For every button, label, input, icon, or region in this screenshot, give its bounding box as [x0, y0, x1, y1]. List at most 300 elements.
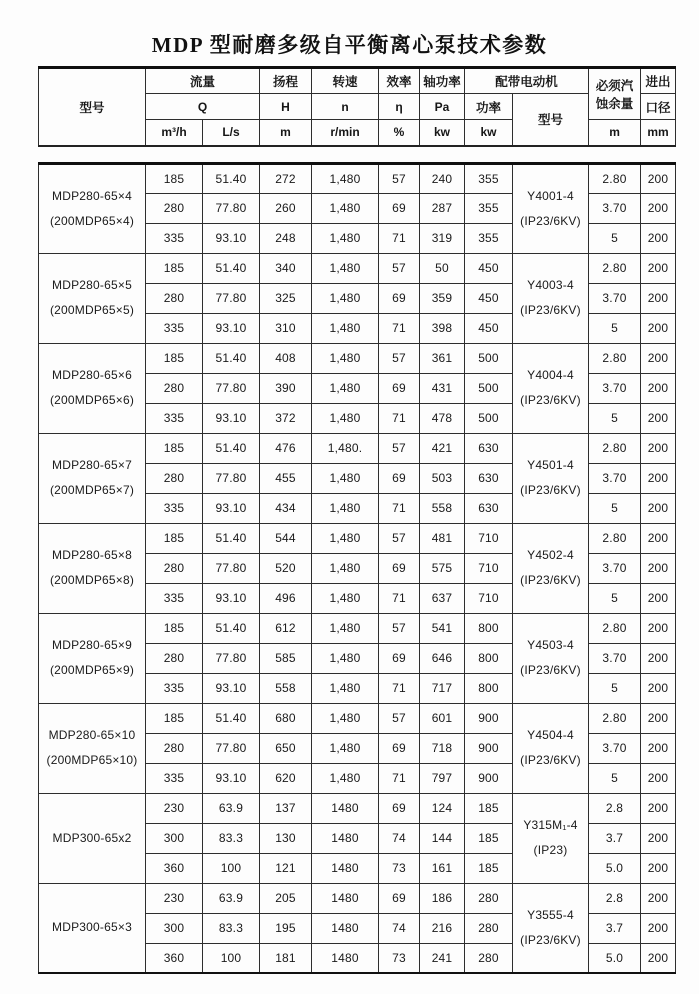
speed-cell: 1,480 — [312, 283, 379, 313]
speed-cell: 1,480 — [312, 673, 379, 703]
efficiency-cell: 57 — [379, 613, 420, 643]
header-efficiency: 效率 — [379, 68, 420, 94]
efficiency-cell: 73 — [379, 943, 420, 973]
flow-ls-cell: 93.10 — [203, 223, 260, 253]
flow-m3h-cell: 280 — [146, 373, 203, 403]
port-diameter-cell: 200 — [641, 583, 676, 613]
port-diameter-cell: 200 — [641, 643, 676, 673]
motor-power-cell: 800 — [465, 643, 513, 673]
header-flow: 流量 — [146, 68, 260, 94]
motor-power-cell: 185 — [465, 793, 513, 823]
efficiency-cell: 71 — [379, 673, 420, 703]
motor-model-cell: Y4501-4 (IP23/6KV) — [513, 433, 589, 523]
flow-ls-cell: 63.9 — [203, 793, 260, 823]
data-row — [39, 433, 676, 463]
port-diameter-cell: 200 — [641, 523, 676, 553]
head-cell: 121 — [260, 853, 312, 883]
port-diameter-cell: 200 — [641, 913, 676, 943]
motor-power-cell: 900 — [465, 763, 513, 793]
speed-cell: 1,480 — [312, 403, 379, 433]
header-port-line1: 进出 — [641, 68, 676, 94]
npsh-cell: 5 — [589, 223, 641, 253]
shaft-power-cell: 503 — [420, 463, 465, 493]
pump-model-cell: MDP300-65×3 — [39, 883, 146, 973]
efficiency-cell: 74 — [379, 913, 420, 943]
pump-model-cell: MDP280-65×7 (200MDP65×7) — [39, 433, 146, 523]
npsh-cell: 3.70 — [589, 643, 641, 673]
head-cell: 612 — [260, 613, 312, 643]
motor-power-cell: 800 — [465, 613, 513, 643]
shaft-power-cell: 541 — [420, 613, 465, 643]
port-diameter-cell: 200 — [641, 703, 676, 733]
shaft-power-cell: 161 — [420, 853, 465, 883]
flow-ls-cell: 51.40 — [203, 163, 260, 193]
efficiency-cell: 71 — [379, 313, 420, 343]
efficiency-cell: 57 — [379, 703, 420, 733]
npsh-cell: 3.70 — [589, 733, 641, 763]
flow-m3h-cell: 185 — [146, 253, 203, 283]
shaft-power-cell: 718 — [420, 733, 465, 763]
shaft-power-cell: 601 — [420, 703, 465, 733]
efficiency-cell: 69 — [379, 643, 420, 673]
flow-m3h-cell: 230 — [146, 793, 203, 823]
speed-cell: 1480 — [312, 943, 379, 973]
flow-m3h-cell: 335 — [146, 763, 203, 793]
shaft-power-cell: 186 — [420, 883, 465, 913]
npsh-cell: 5 — [589, 403, 641, 433]
port-diameter-cell: 200 — [641, 763, 676, 793]
npsh-cell: 2.80 — [589, 613, 641, 643]
efficiency-cell: 71 — [379, 763, 420, 793]
npsh-cell: 5.0 — [589, 943, 641, 973]
npsh-cell: 3.7 — [589, 913, 641, 943]
npsh-cell: 5.0 — [589, 853, 641, 883]
header-npsh-line1: 必须汽 — [595, 79, 634, 93]
speed-cell: 1,480 — [312, 313, 379, 343]
speed-cell: 1,480 — [312, 613, 379, 643]
motor-power-cell: 900 — [465, 703, 513, 733]
motor-model-cell: Y4503-4 (IP23/6KV) — [513, 613, 589, 703]
motor-power-cell: 185 — [465, 823, 513, 853]
data-row — [39, 163, 676, 193]
port-diameter-cell: 200 — [641, 943, 676, 973]
shaft-power-cell: 216 — [420, 913, 465, 943]
npsh-cell: 3.70 — [589, 463, 641, 493]
motor-model-cell: Y3555-4 (IP23/6KV) — [513, 883, 589, 973]
flow-ls-cell: 77.80 — [203, 373, 260, 403]
flow-m3h-cell: 335 — [146, 583, 203, 613]
efficiency-cell: 57 — [379, 523, 420, 553]
speed-cell: 1480 — [312, 913, 379, 943]
speed-cell: 1,480 — [312, 763, 379, 793]
port-diameter-cell: 200 — [641, 163, 676, 193]
flow-ls-cell: 51.40 — [203, 343, 260, 373]
header-unit-m3h: m³/h — [146, 120, 203, 146]
port-diameter-cell: 200 — [641, 313, 676, 343]
pump-model-cell: MDP280-65×5 (200MDP65×5) — [39, 253, 146, 343]
speed-cell: 1,480 — [312, 373, 379, 403]
head-cell: 650 — [260, 733, 312, 763]
flow-ls-cell: 77.80 — [203, 553, 260, 583]
flow-m3h-cell: 335 — [146, 403, 203, 433]
shaft-power-cell: 421 — [420, 433, 465, 463]
speed-cell: 1,480 — [312, 643, 379, 673]
port-diameter-cell: 200 — [641, 403, 676, 433]
header-pump-model: 型号 — [39, 68, 146, 146]
head-cell: 205 — [260, 883, 312, 913]
speed-cell: 1,480 — [312, 253, 379, 283]
header-motor-group: 配带电动机 — [465, 68, 589, 94]
header-shaft-power: 轴功率 — [420, 68, 465, 94]
header-unit-npsh-m: m — [589, 120, 641, 146]
motor-power-cell: 800 — [465, 673, 513, 703]
port-diameter-cell: 200 — [641, 853, 676, 883]
data-row — [39, 883, 676, 913]
flow-m3h-cell: 335 — [146, 493, 203, 523]
efficiency-cell: 71 — [379, 583, 420, 613]
head-cell: 585 — [260, 643, 312, 673]
npsh-cell: 5 — [589, 763, 641, 793]
head-cell: 455 — [260, 463, 312, 493]
npsh-cell: 2.80 — [589, 343, 641, 373]
npsh-cell: 2.80 — [589, 523, 641, 553]
head-cell: 558 — [260, 673, 312, 703]
npsh-cell: 5 — [589, 673, 641, 703]
header-unit-kw-motor: kw — [465, 120, 513, 146]
flow-ls-cell: 77.80 — [203, 733, 260, 763]
head-cell: 181 — [260, 943, 312, 973]
flow-ls-cell: 100 — [203, 853, 260, 883]
npsh-cell: 2.80 — [589, 433, 641, 463]
pump-model-cell: MDP280-65×4 (200MDP65×4) — [39, 163, 146, 253]
speed-cell: 1,480 — [312, 163, 379, 193]
speed-cell: 1480 — [312, 883, 379, 913]
data-row — [39, 793, 676, 823]
speed-cell: 1,480 — [312, 703, 379, 733]
shaft-power-cell: 398 — [420, 313, 465, 343]
port-diameter-cell: 200 — [641, 373, 676, 403]
port-diameter-cell: 200 — [641, 463, 676, 493]
motor-power-cell: 710 — [465, 523, 513, 553]
flow-m3h-cell: 300 — [146, 823, 203, 853]
shaft-power-cell: 481 — [420, 523, 465, 553]
port-diameter-cell: 200 — [641, 223, 676, 253]
page-title: MDP 型耐磨多级自平衡离心泵技术参数 — [151, 33, 548, 57]
motor-power-cell: 280 — [465, 883, 513, 913]
motor-power-cell: 710 — [465, 583, 513, 613]
data-row — [39, 523, 676, 553]
flow-ls-cell: 63.9 — [203, 883, 260, 913]
motor-model-cell: Y4502-4 (IP23/6KV) — [513, 523, 589, 613]
flow-m3h-cell: 280 — [146, 733, 203, 763]
shaft-power-cell: 240 — [420, 163, 465, 193]
parameter-table-header — [38, 66, 676, 147]
speed-cell: 1,480 — [312, 583, 379, 613]
motor-model-cell: Y4001-4 (IP23/6KV) — [513, 163, 589, 253]
speed-cell: 1,480 — [312, 193, 379, 223]
pump-model-cell: MDP280-65×10 (200MDP65×10) — [39, 703, 146, 793]
npsh-cell: 5 — [589, 583, 641, 613]
efficiency-cell: 74 — [379, 823, 420, 853]
head-cell: 272 — [260, 163, 312, 193]
flow-m3h-cell: 185 — [146, 523, 203, 553]
motor-power-cell: 450 — [465, 283, 513, 313]
npsh-cell: 2.8 — [589, 793, 641, 823]
motor-power-cell: 185 — [465, 853, 513, 883]
flow-m3h-cell: 280 — [146, 463, 203, 493]
flow-m3h-cell: 335 — [146, 223, 203, 253]
flow-m3h-cell: 335 — [146, 313, 203, 343]
npsh-cell: 2.80 — [589, 703, 641, 733]
flow-ls-cell: 93.10 — [203, 313, 260, 343]
head-cell: 310 — [260, 313, 312, 343]
flow-ls-cell: 93.10 — [203, 583, 260, 613]
head-cell: 248 — [260, 223, 312, 253]
speed-cell: 1,480 — [312, 523, 379, 553]
npsh-cell: 5 — [589, 313, 641, 343]
parameter-table-body — [38, 162, 676, 975]
shaft-power-cell: 575 — [420, 553, 465, 583]
speed-cell: 1,480 — [312, 343, 379, 373]
efficiency-cell: 69 — [379, 553, 420, 583]
header-flow-symbol: Q — [146, 94, 260, 120]
port-diameter-cell: 200 — [641, 553, 676, 583]
header-unit-m: m — [260, 120, 312, 146]
speed-cell: 1,480 — [312, 223, 379, 253]
flow-m3h-cell: 280 — [146, 553, 203, 583]
shaft-power-cell: 558 — [420, 493, 465, 523]
data-row — [39, 343, 676, 373]
flow-ls-cell: 93.10 — [203, 673, 260, 703]
port-diameter-cell: 200 — [641, 253, 676, 283]
motor-power-cell: 355 — [465, 163, 513, 193]
port-diameter-cell: 200 — [641, 793, 676, 823]
npsh-cell: 3.70 — [589, 193, 641, 223]
speed-cell: 1,480 — [312, 733, 379, 763]
head-cell: 260 — [260, 193, 312, 223]
motor-power-cell: 630 — [465, 433, 513, 463]
shaft-power-cell: 637 — [420, 583, 465, 613]
head-cell: 137 — [260, 793, 312, 823]
efficiency-cell: 57 — [379, 163, 420, 193]
efficiency-cell: 69 — [379, 463, 420, 493]
flow-ls-cell: 51.40 — [203, 433, 260, 463]
header-unit-percent: % — [379, 120, 420, 146]
speed-cell: 1,480 — [312, 493, 379, 523]
flow-ls-cell: 93.10 — [203, 763, 260, 793]
shaft-power-cell: 361 — [420, 343, 465, 373]
efficiency-cell: 69 — [379, 883, 420, 913]
efficiency-cell: 71 — [379, 223, 420, 253]
flow-ls-cell: 100 — [203, 943, 260, 973]
flow-ls-cell: 51.40 — [203, 703, 260, 733]
speed-cell: 1,480 — [312, 553, 379, 583]
flow-m3h-cell: 185 — [146, 613, 203, 643]
port-diameter-cell: 200 — [641, 823, 676, 853]
header-speed: 转速 — [312, 68, 379, 94]
shaft-power-cell: 478 — [420, 403, 465, 433]
shaft-power-cell: 144 — [420, 823, 465, 853]
npsh-cell: 3.70 — [589, 283, 641, 313]
motor-model-cell: Y315M₁-4 (IP23) — [513, 793, 589, 883]
port-diameter-cell: 200 — [641, 493, 676, 523]
motor-power-cell: 630 — [465, 463, 513, 493]
motor-power-cell: 280 — [465, 943, 513, 973]
motor-power-cell: 900 — [465, 733, 513, 763]
data-row — [39, 703, 676, 733]
head-cell: 408 — [260, 343, 312, 373]
motor-power-cell: 450 — [465, 253, 513, 283]
head-cell: 340 — [260, 253, 312, 283]
header-unit-kw-shaft: kw — [420, 120, 465, 146]
efficiency-cell: 71 — [379, 403, 420, 433]
header-port-line2: 口径 — [641, 94, 676, 120]
pump-model-cell: MDP280-65×9 (200MDP65×9) — [39, 613, 146, 703]
efficiency-cell: 69 — [379, 733, 420, 763]
motor-power-cell: 500 — [465, 403, 513, 433]
port-diameter-cell: 200 — [641, 433, 676, 463]
motor-power-cell: 710 — [465, 553, 513, 583]
head-cell: 680 — [260, 703, 312, 733]
motor-power-cell: 630 — [465, 493, 513, 523]
header-unit-ls: L/s — [203, 120, 260, 146]
speed-cell: 1480 — [312, 793, 379, 823]
head-cell: 620 — [260, 763, 312, 793]
motor-power-cell: 500 — [465, 343, 513, 373]
body-rows — [39, 163, 676, 973]
port-diameter-cell: 200 — [641, 343, 676, 373]
flow-ls-cell: 93.10 — [203, 403, 260, 433]
motor-model-cell: Y4504-4 (IP23/6KV) — [513, 703, 589, 793]
flow-ls-cell: 51.40 — [203, 613, 260, 643]
head-cell: 130 — [260, 823, 312, 853]
npsh-cell: 2.8 — [589, 883, 641, 913]
motor-power-cell: 355 — [465, 193, 513, 223]
efficiency-cell: 57 — [379, 343, 420, 373]
shaft-power-cell: 797 — [420, 763, 465, 793]
pump-model-cell: MDP280-65×6 (200MDP65×6) — [39, 343, 146, 433]
flow-ls-cell: 93.10 — [203, 493, 260, 523]
port-diameter-cell: 200 — [641, 883, 676, 913]
head-cell: 195 — [260, 913, 312, 943]
header-speed-symbol: n — [312, 94, 379, 120]
shaft-power-cell: 241 — [420, 943, 465, 973]
flow-ls-cell: 77.80 — [203, 643, 260, 673]
motor-power-cell: 450 — [465, 313, 513, 343]
header-efficiency-symbol: η — [379, 94, 420, 120]
shaft-power-cell: 431 — [420, 373, 465, 403]
flow-ls-cell: 77.80 — [203, 463, 260, 493]
header-head: 扬程 — [260, 68, 312, 94]
head-cell: 544 — [260, 523, 312, 553]
header-motor-power: 功率 — [465, 94, 513, 120]
flow-m3h-cell: 360 — [146, 943, 203, 973]
flow-m3h-cell: 230 — [146, 883, 203, 913]
npsh-cell: 5 — [589, 493, 641, 523]
head-cell: 434 — [260, 493, 312, 523]
data-row — [39, 613, 676, 643]
efficiency-cell: 57 — [379, 433, 420, 463]
speed-cell: 1,480 — [312, 463, 379, 493]
flow-ls-cell: 51.40 — [203, 253, 260, 283]
motor-power-cell: 280 — [465, 913, 513, 943]
efficiency-cell: 57 — [379, 253, 420, 283]
header-row-1 — [39, 68, 676, 94]
flow-ls-cell: 83.3 — [203, 823, 260, 853]
header-unit-mm: mm — [641, 120, 676, 146]
shaft-power-cell: 359 — [420, 283, 465, 313]
pump-model-cell: MDP280-65×8 (200MDP65×8) — [39, 523, 146, 613]
flow-m3h-cell: 185 — [146, 163, 203, 193]
shaft-power-cell: 50 — [420, 253, 465, 283]
data-row — [39, 253, 676, 283]
flow-ls-cell: 77.80 — [203, 283, 260, 313]
head-cell: 476 — [260, 433, 312, 463]
port-diameter-cell: 200 — [641, 673, 676, 703]
motor-power-cell: 500 — [465, 373, 513, 403]
flow-m3h-cell: 185 — [146, 703, 203, 733]
motor-model-cell: Y4003-4 (IP23/6KV) — [513, 253, 589, 343]
port-diameter-cell: 200 — [641, 283, 676, 313]
header-npsh — [589, 68, 641, 120]
npsh-cell: 3.70 — [589, 373, 641, 403]
npsh-cell: 3.7 — [589, 823, 641, 853]
efficiency-cell: 71 — [379, 493, 420, 523]
flow-ls-cell: 83.3 — [203, 913, 260, 943]
head-cell: 372 — [260, 403, 312, 433]
efficiency-cell: 69 — [379, 373, 420, 403]
port-diameter-cell: 200 — [641, 193, 676, 223]
npsh-cell: 2.80 — [589, 253, 641, 283]
header-motor-model: 型号 — [513, 94, 589, 146]
npsh-cell: 3.70 — [589, 553, 641, 583]
speed-cell: 1480 — [312, 823, 379, 853]
shaft-power-cell: 319 — [420, 223, 465, 253]
npsh-cell: 2.80 — [589, 163, 641, 193]
flow-m3h-cell: 300 — [146, 913, 203, 943]
head-cell: 520 — [260, 553, 312, 583]
shaft-power-cell: 287 — [420, 193, 465, 223]
header-npsh-line2: 蚀余量 — [595, 97, 634, 111]
motor-power-cell: 355 — [465, 223, 513, 253]
header-unit-rmin: r/min — [312, 120, 379, 146]
flow-m3h-cell: 280 — [146, 283, 203, 313]
efficiency-cell: 69 — [379, 793, 420, 823]
head-cell: 325 — [260, 283, 312, 313]
speed-cell: 1480 — [312, 853, 379, 883]
flow-m3h-cell: 185 — [146, 343, 203, 373]
header-head-symbol: H — [260, 94, 312, 120]
flow-m3h-cell: 280 — [146, 193, 203, 223]
flow-m3h-cell: 335 — [146, 673, 203, 703]
flow-ls-cell: 77.80 — [203, 193, 260, 223]
port-diameter-cell: 200 — [641, 613, 676, 643]
header-shaft-power-symbol: Pa — [420, 94, 465, 120]
efficiency-cell: 69 — [379, 193, 420, 223]
speed-cell: 1,480. — [312, 433, 379, 463]
flow-m3h-cell: 280 — [146, 643, 203, 673]
head-cell: 496 — [260, 583, 312, 613]
efficiency-cell: 69 — [379, 283, 420, 313]
head-cell: 390 — [260, 373, 312, 403]
flow-m3h-cell: 360 — [146, 853, 203, 883]
pump-model-cell: MDP300-65x2 — [39, 793, 146, 883]
shaft-power-cell: 646 — [420, 643, 465, 673]
flow-m3h-cell: 185 — [146, 433, 203, 463]
motor-model-cell: Y4004-4 (IP23/6KV) — [513, 343, 589, 433]
shaft-power-cell: 124 — [420, 793, 465, 823]
efficiency-cell: 73 — [379, 853, 420, 883]
